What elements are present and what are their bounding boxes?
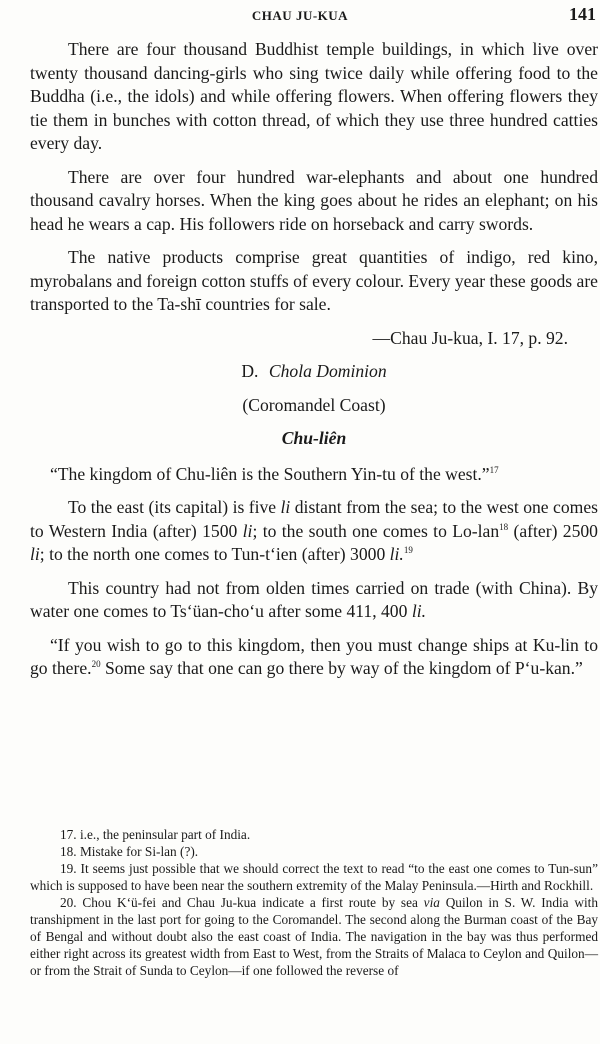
- footnote-20-via: via: [423, 895, 440, 910]
- citation: —Chau Ju-kua, I. 17, p. 92.: [372, 327, 568, 348]
- page-number: 141: [569, 4, 596, 24]
- footnote-ref-19: 19: [403, 545, 413, 555]
- paragraph-temples: There are four thousand Buddhist temple buildings, in which live over twenty thousand dancing-girls who sing twice daily while offering food to the Buddha (i.e., the idols) and while offering flowers. When offering flowers they tie them in bunches with cotton thread, of which they use three hundred catties every day.: [30, 39, 598, 153]
- section-subtitle: (Coromandel Coast): [242, 394, 386, 415]
- li-unit: li: [280, 497, 291, 517]
- paragraph-elephants: There are over four hundred war-elephants and about one hundred thousand cavalry horses. When the king goes about he rides an elephant; on his head he wears a cap. His followers ride on horseback and carry swords.: [30, 166, 598, 234]
- section-heading: [30, 360, 598, 384]
- distances-text-b: distant from the sea; to the west one comes to Western India (after) 1500: [30, 497, 598, 541]
- distances-text-d: (after) 2500: [508, 520, 598, 541]
- running-head: [0, 4, 600, 28]
- section-letter: D.: [241, 361, 259, 381]
- running-title: CHAU JU-KUA: [251, 8, 349, 23]
- quote-text: “The kingdom of Chu-liên is the Southern Yin-tu of the west.”: [50, 463, 490, 484]
- section-name: Chu-liên: [281, 428, 347, 448]
- footnote-20: [30, 894, 598, 979]
- route-text-a: “If you wish to go to this kingdom, then you must change ships at Ku-lin to go there.: [30, 634, 598, 678]
- paragraph-kingdom-quote: [30, 463, 598, 487]
- footnote-18: 18. Mistake for Si-lan (?).: [60, 844, 199, 859]
- footnote-20-text-a: 20. Chou K‘ü-fei and Chau Ju-kua indicate a first route by sea: [60, 895, 424, 910]
- distances-text-e: ; to the north one comes to Tun-t‘ien (after) 3000: [39, 544, 390, 564]
- footnote-19: 19. It seems just possible that we should correct the text to read “to the east one comes to Tun-sun” which is supposed to have been near the southern extremity of the Malay Peninsula.—Hirth and Rockhill.: [30, 861, 598, 893]
- li-unit: li.: [411, 601, 426, 621]
- section-title: Chola Dominion: [268, 361, 387, 381]
- footnote-17: 17. i.e., the peninsular part of India.: [60, 827, 251, 842]
- route-text-b: Some say that one can go there by way of the kingdom of P‘u-kan.”: [100, 658, 583, 678]
- paragraph-trade: [30, 577, 598, 624]
- footnotes: [30, 826, 598, 979]
- distances-text-c: ; to the south one comes to Lo-lan: [252, 520, 500, 541]
- footnote-ref-18: 18: [499, 521, 509, 532]
- distances-text-a: To the east (its capital) is five: [68, 497, 281, 517]
- footnote-ref-17: 17: [489, 464, 499, 475]
- paragraph-distances: [30, 496, 598, 567]
- li-unit: li.: [389, 544, 404, 564]
- footnote-ref-20: 20: [91, 659, 101, 669]
- li-unit: li: [30, 544, 40, 564]
- li-unit: li: [242, 520, 253, 541]
- main-text: [30, 38, 598, 681]
- footnote-20-text-b: Quilon in S. W. India with transhipment in the last port for going to the Coromandel. The second along the Burman coast of the Bay of Bengal and without doubt also the east coast of India. The navigation in the bay was thus performed either right across its greatest width from East to West, from the Straits of Malaca to Ceylon and Quilon—or from the Strait of Sunda to Ceylon—if one followed the reverse of: [30, 895, 598, 978]
- paragraph-route-quote: [30, 634, 598, 681]
- trade-text: This country had not from olden times carried on trade (with China). By water one comes to Ts‘üan-cho‘u after some 411, 400: [30, 577, 598, 621]
- paragraph-products: The native products comprise great quantities of indigo, red kino, myrobalans and foreign cotton stuffs of every colour. Every year these goods are transported to the Ta-shī countries for sale.: [30, 247, 598, 314]
